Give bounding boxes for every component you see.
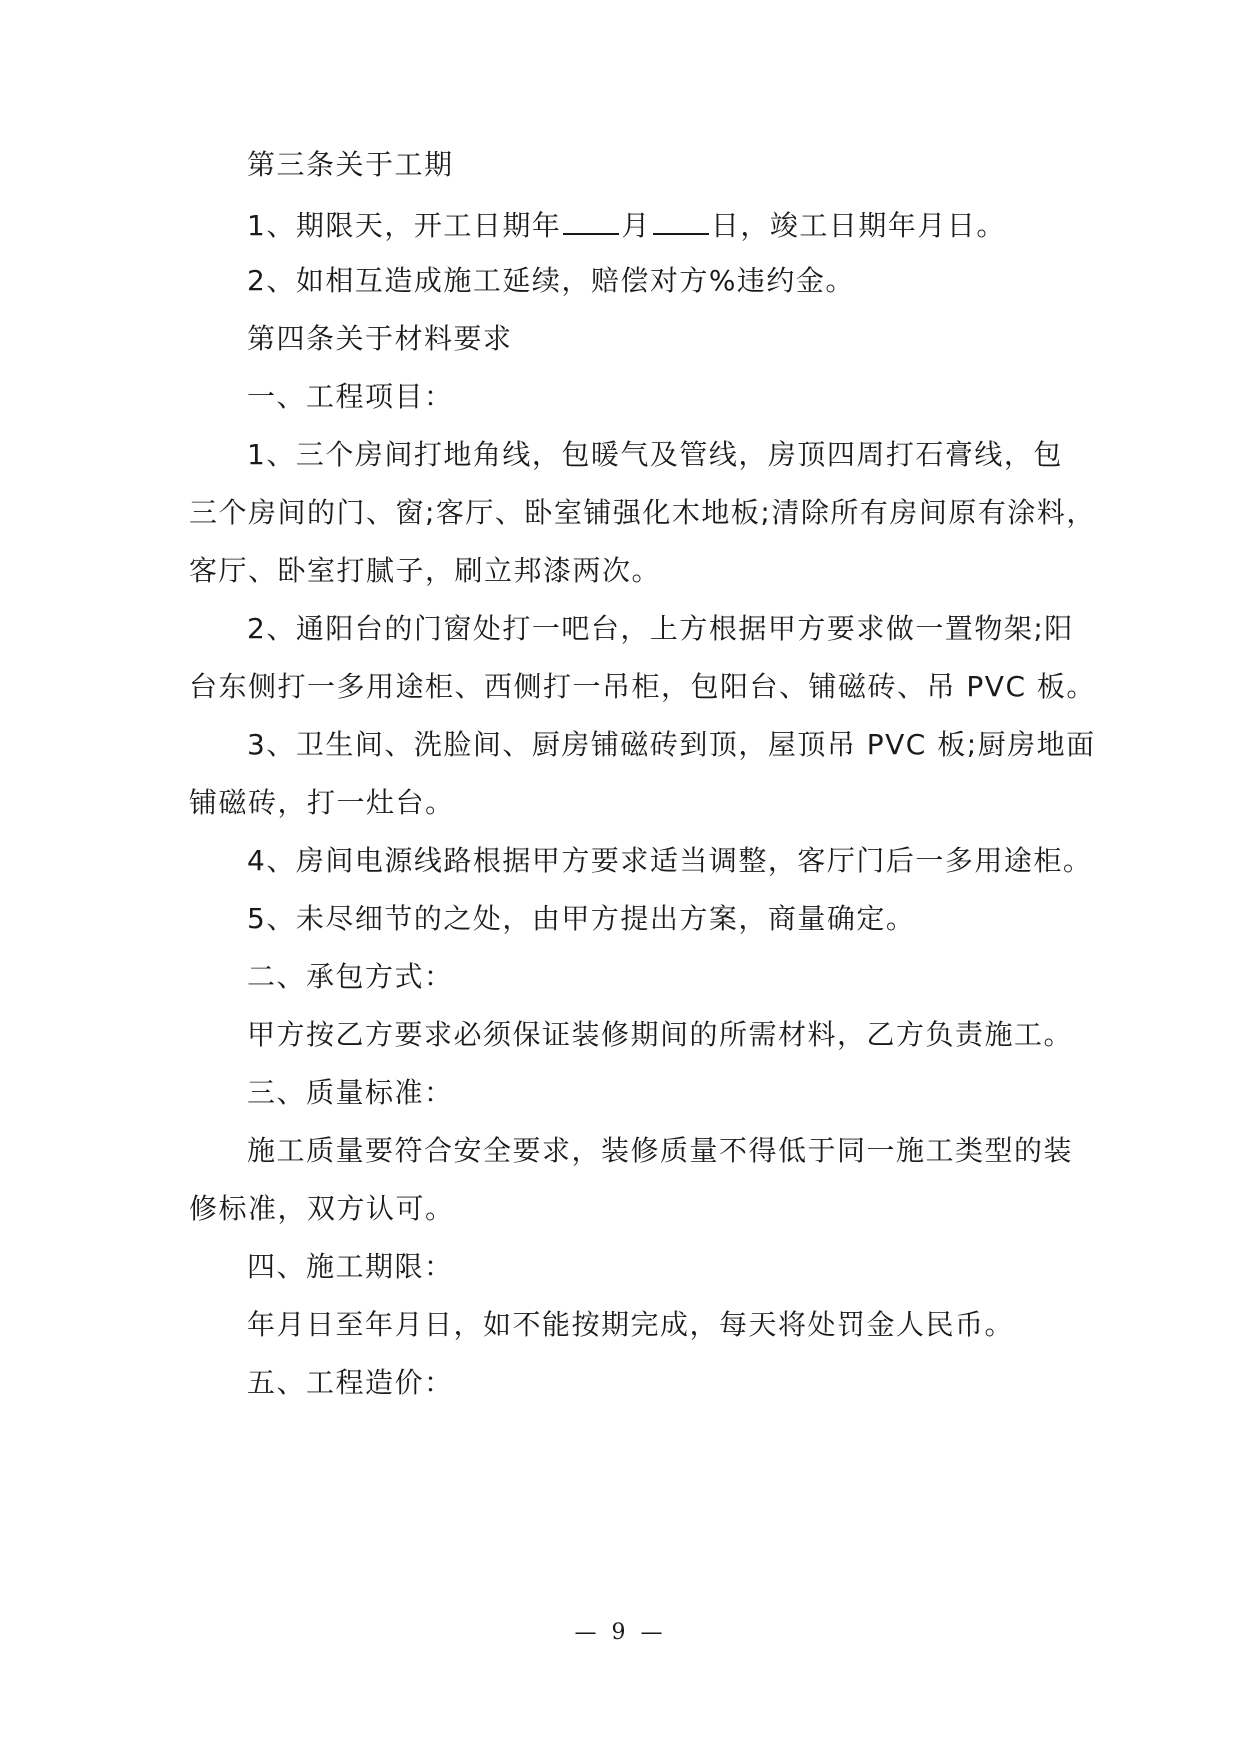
quality-line-2: 修标准，双方认可。	[189, 1192, 455, 1225]
paragraph-2-line-2: 台东侧打一多用途柜、西侧打一吊柜，包阳台、铺磁砖、吊 PVC 板。	[189, 670, 1096, 703]
section-3-item-2: 2、如相互造成施工延续，赔偿对方%违约金。	[247, 264, 855, 297]
item-1-text-b: 月	[621, 209, 651, 242]
heading-period: 四、施工期限：	[247, 1250, 454, 1283]
section-3-item-1	[0, 203, 1241, 246]
heading-project: 一、工程项目：	[247, 380, 454, 413]
paragraph-1-line-1: 1、三个房间打地角线，包暖气及管线，房顶四周打石膏线，包	[247, 438, 1063, 471]
period-text: 年月日至年月日，如不能按期完成，每天将处罚金人民币。	[247, 1308, 1015, 1341]
paragraph-1-line-3: 客厅、卧室打腻子，刷立邦漆两次。	[189, 554, 662, 587]
section-3-title: 第三条关于工期	[247, 148, 454, 181]
paragraph-1-line-2: 三个房间的门、窗;客厅、卧室铺强化木地板;清除所有房间原有涂料，	[189, 496, 1096, 529]
contract-text: 甲方按乙方要求必须保证装修期间的所需材料，乙方负责施工。	[247, 1018, 1074, 1051]
month-blank	[563, 203, 619, 235]
heading-cost: 五、工程造价：	[247, 1366, 454, 1399]
section-4-title: 第四条关于材料要求	[247, 322, 513, 355]
quality-line-1: 施工质量要符合安全要求，装修质量不得低于同一施工类型的装	[247, 1134, 1074, 1167]
page-number: — 9 —	[574, 1620, 667, 1645]
heading-contract: 二、承包方式：	[247, 960, 454, 993]
paragraph-4: 4、房间电源线路根据甲方要求适当调整，客厅门后一多用途柜。	[247, 844, 1093, 877]
item-1-text-a: 1、期限天，开工日期年	[247, 209, 562, 242]
item-1-text-c: 日，竣工日期年月日。	[710, 209, 1006, 242]
heading-quality: 三、质量标准：	[247, 1076, 454, 1109]
day-blank	[653, 203, 709, 235]
paragraph-3-line-1: 3、卫生间、洗脸间、厨房铺磁砖到顶，屋顶吊 PVC 板;厨房地面	[247, 728, 1096, 761]
paragraph-3-line-2: 铺磁砖，打一灶台。	[189, 786, 455, 819]
paragraph-2-line-1: 2、通阳台的门窗处打一吧台，上方根据甲方要求做一置物架;阳	[247, 612, 1074, 645]
paragraph-5: 5、未尽细节的之处，由甲方提出方案，商量确定。	[247, 902, 916, 935]
